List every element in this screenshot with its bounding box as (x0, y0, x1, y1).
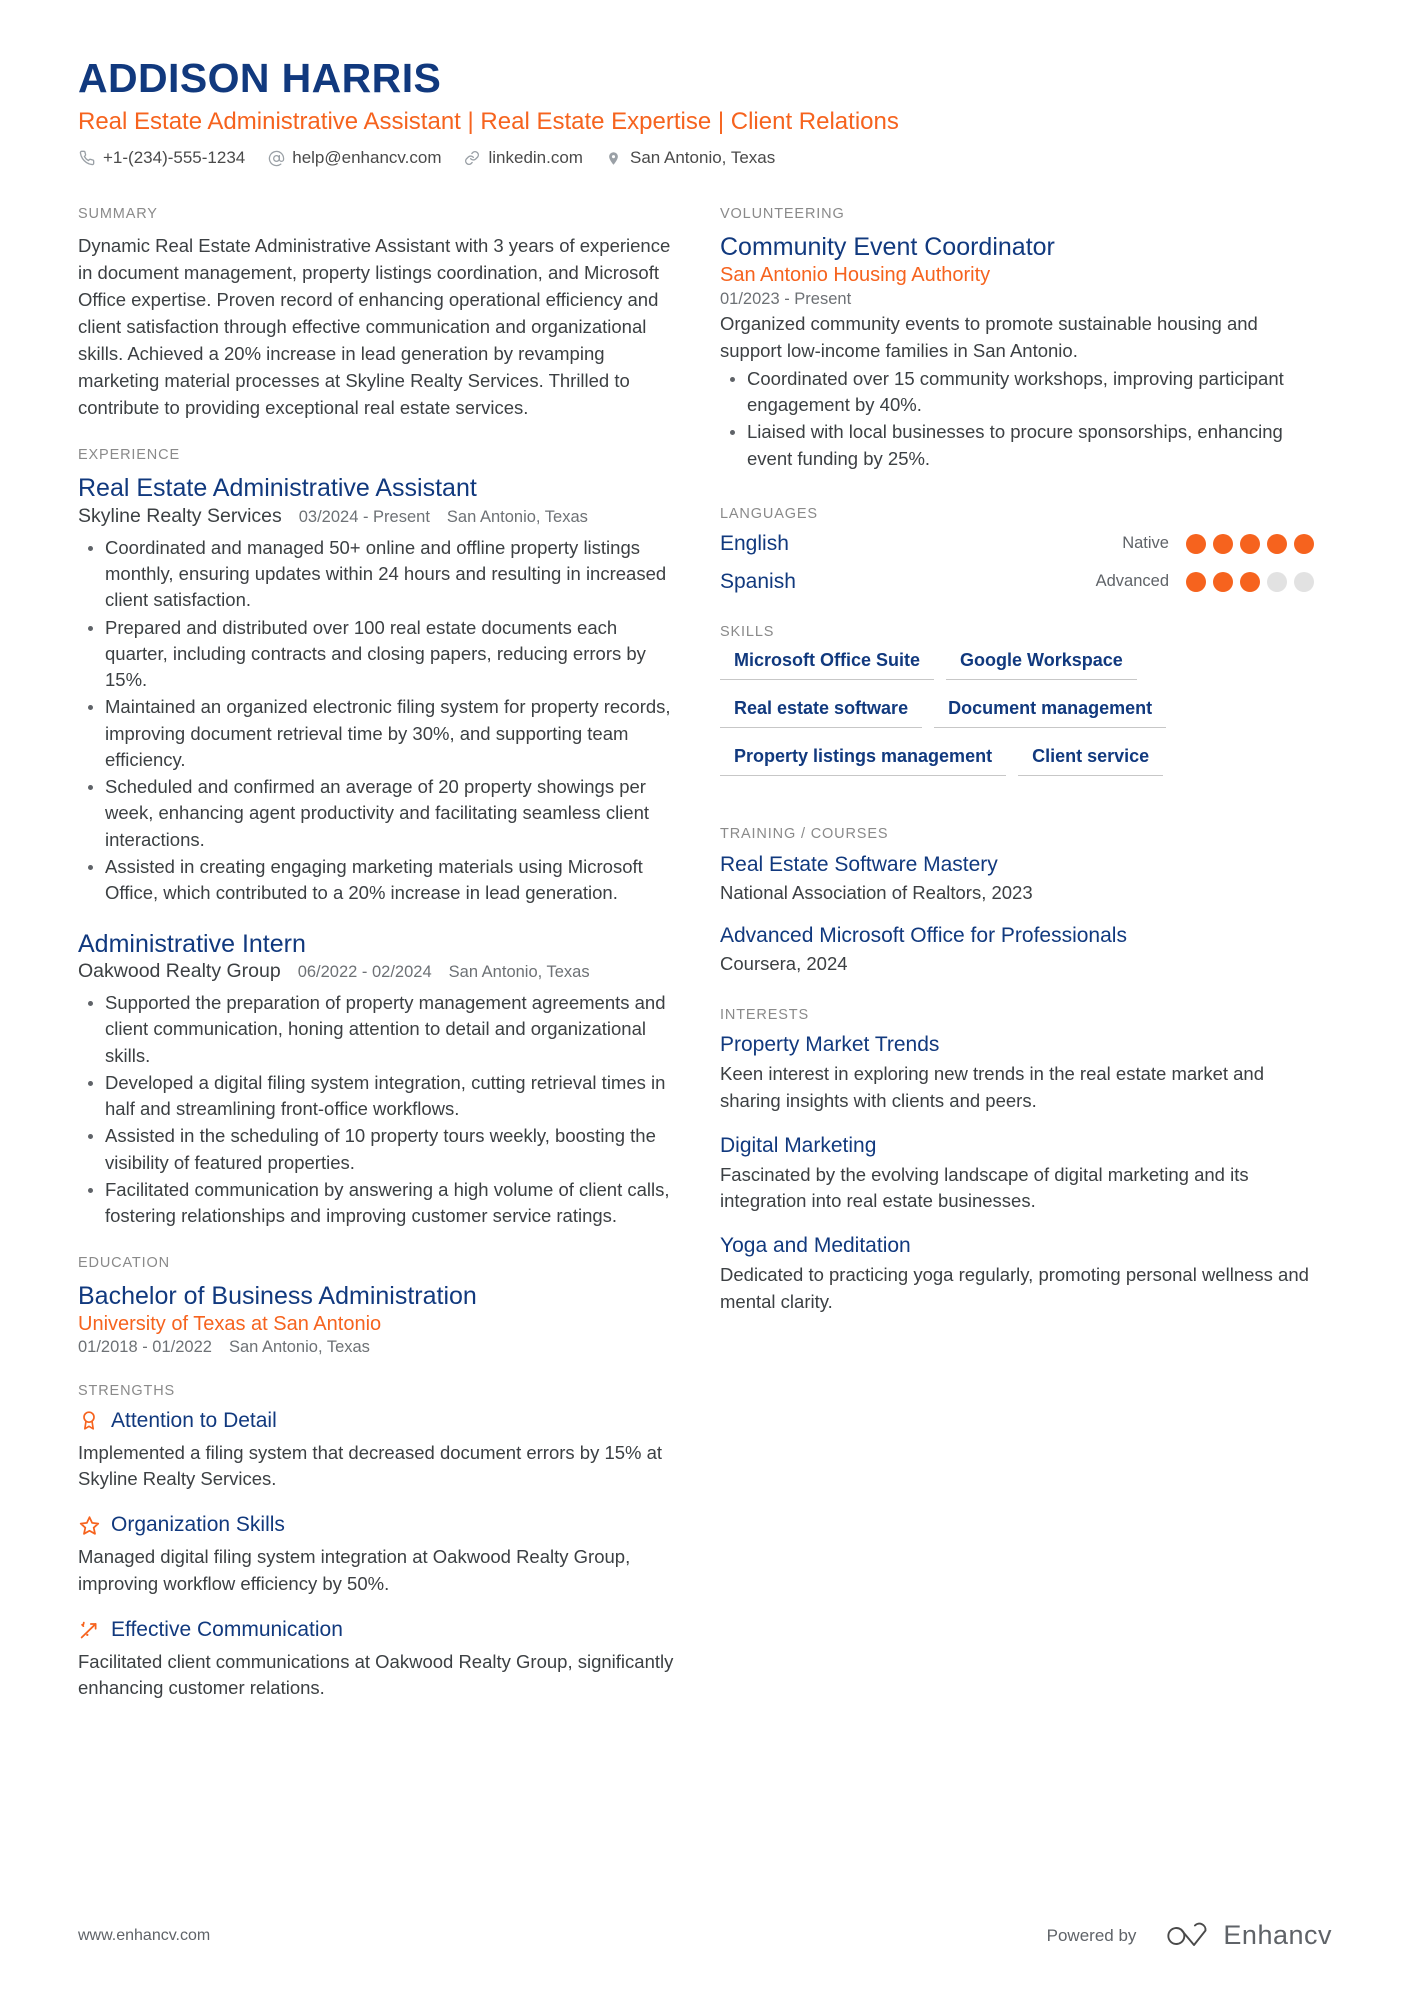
strength-name: Organization Skills (111, 1513, 285, 1537)
right-column (720, 206, 1314, 1341)
strength-name: Effective Communication (111, 1618, 343, 1641)
course-name: Advanced Microsoft Office for Professionals (720, 924, 1127, 948)
section-strengths (78, 1383, 676, 1702)
strength-head (78, 1409, 676, 1433)
experience-dates: 06/2022 - 02/2024 (297, 963, 432, 982)
experience-meta (78, 505, 676, 528)
skill-chip: Client service (1018, 746, 1163, 776)
section-volunteering (720, 206, 1314, 472)
experience-company: Oakwood Realty Group (78, 960, 281, 983)
section-title-summary: SUMMARY (78, 206, 158, 223)
section-skills (720, 624, 1314, 794)
skill-chip: Microsoft Office Suite (720, 650, 934, 680)
course-provider: Coursera, 2024 (720, 953, 848, 975)
email-icon (267, 149, 285, 167)
section-title-experience: EXPERIENCE (78, 447, 180, 464)
strength-description: Managed digital filing system integration at Oakwood Realty Group, improving workflow efficiency by 50%. (78, 1546, 631, 1594)
contact-phone-text: +1-(234)-555-1234 (103, 148, 246, 168)
bullet-item: Prepared and distributed over 100 real estate documents each quarter, including contracts and closing papers, reducing errors by 15%. (105, 615, 676, 694)
resume-body (78, 206, 1332, 1727)
rating-dot-filled (1267, 534, 1287, 554)
contact-location-text: San Antonio, Texas (629, 148, 776, 168)
language-name: English (720, 531, 789, 555)
strength-head (78, 1513, 676, 1537)
candidate-name: ADDISON HARRIS (78, 55, 442, 101)
course-item (720, 852, 1314, 904)
rating-dot-filled (1213, 572, 1233, 592)
strength-head (78, 1618, 676, 1642)
trending-arrow-icon (78, 1619, 100, 1641)
education-location: San Antonio, Texas (228, 1337, 370, 1356)
rating-dot-empty (1294, 572, 1314, 592)
language-level: Advanced (1095, 572, 1169, 591)
link-icon (463, 149, 481, 167)
footer-url[interactable]: www.enhancv.com (78, 1926, 211, 1944)
phone-icon (78, 149, 96, 167)
contact-phone[interactable] (78, 148, 245, 168)
volunteering-bullets (720, 366, 1314, 472)
enhancv-brand-name: Enhancv (1223, 1920, 1332, 1950)
skill-chip: Property listings management (720, 746, 1006, 776)
interest-description: Fascinated by the evolving landscape of digital marketing and its integration into real estate businesses. (720, 1163, 1249, 1212)
left-column (78, 206, 676, 1727)
experience-bullets (78, 990, 676, 1229)
enhancv-logo-icon (1158, 1921, 1210, 1951)
rating-dot-filled (1294, 534, 1314, 554)
bullet-item: Scheduled and confirmed an average of 20 property showings per week, enhancing agent productivity and facilitating seamless client interactions. (105, 774, 676, 853)
contact-email-text: help@enhancv.com (292, 148, 442, 168)
contact-linkedin-text: linkedin.com (488, 148, 583, 168)
course-item (720, 923, 1314, 975)
strength-item (78, 1513, 676, 1597)
star-outline-icon (78, 1514, 100, 1536)
experience-role: Real Estate Administrative Assistant (78, 474, 477, 503)
strength-item (78, 1618, 676, 1702)
experience-location: San Antonio, Texas (448, 963, 590, 982)
resume-footer (78, 1920, 1332, 1951)
strength-name: Attention to Detail (111, 1408, 277, 1432)
interest-item (720, 1234, 1314, 1315)
experience-role: Administrative Intern (78, 929, 306, 958)
bullet-item: Assisted in creating engaging marketing materials using Microsoft Office, which contributed to a 20% increase in lead generation. (105, 854, 676, 907)
skills-list (720, 650, 1314, 794)
bullet-item: Developed a digital filing system integration, cutting retrieval times in half and streamlining front-office workflows. (105, 1070, 676, 1123)
volunteering-organization: San Antonio Housing Authority (720, 263, 991, 286)
section-interests (720, 1007, 1314, 1315)
location-pin-icon (605, 149, 623, 167)
rating-dot-filled (1240, 534, 1260, 554)
experience-entry (78, 473, 676, 906)
rating-dot-empty (1267, 572, 1287, 592)
powered-by-label: Powered by (1046, 1925, 1137, 1945)
award-ribbon-icon (78, 1410, 100, 1432)
section-title-languages: LANGUAGES (720, 505, 818, 522)
language-name: Spanish (720, 569, 796, 593)
education-entry (78, 1281, 676, 1357)
language-level: Native (1122, 534, 1169, 553)
summary-text: Dynamic Real Estate Administrative Assistant with 3 years of experience in document management, property listings coordination, and Microsoft Office expertise. Proven record of enhancing operational efficiency and client satisfaction through effective communication and organizational skills. Achieved a 20% increase in lead generation by revamping marketing material processes at Skyline Realty Services. Thrilled to contribute to providing exceptional real estate services. (78, 235, 671, 419)
contact-email[interactable] (267, 148, 441, 168)
interest-item (720, 1033, 1314, 1114)
education-degree: Bachelor of Business Administration (78, 1282, 477, 1311)
section-title-skills: SKILLS (720, 623, 775, 640)
bullet-item: Assisted in the scheduling of 10 property tours weekly, boosting the visibility of featured properties. (105, 1123, 676, 1176)
language-rating-dots (1186, 534, 1314, 554)
experience-dates: 03/2024 - Present (298, 507, 430, 526)
course-name: Real Estate Software Mastery (720, 852, 998, 876)
volunteering-entry (720, 232, 1314, 472)
contact-linkedin[interactable] (463, 148, 583, 168)
contact-location (605, 148, 775, 168)
bullet-item: Supported the preparation of property management agreements and client communication, honing attention to detail and organizational skills. (105, 990, 676, 1069)
volunteering-dates: 01/2023 - Present (720, 289, 852, 308)
rating-dot-filled (1186, 534, 1206, 554)
section-education (78, 1255, 676, 1357)
section-title-strengths: STRENGTHS (78, 1382, 176, 1399)
strength-description: Facilitated client communications at Oakwood Realty Group, significantly enhancing customer relations. (78, 1651, 674, 1699)
experience-entry (78, 929, 676, 1230)
rating-dot-filled (1186, 572, 1206, 592)
experience-bullets (78, 535, 676, 907)
volunteering-description: Organized community events to promote sustainable housing and support low-income families in San Antonio. (720, 312, 1258, 361)
section-experience (78, 447, 676, 1229)
interest-name: Digital Marketing (720, 1133, 877, 1157)
resume-header (78, 0, 1332, 168)
experience-company: Skyline Realty Services (78, 504, 282, 527)
experience-meta (78, 960, 676, 983)
skill-chip: Document management (934, 698, 1166, 728)
interest-name: Yoga and Meditation (720, 1234, 911, 1258)
skill-chip: Real estate software (720, 698, 922, 728)
skill-chip: Google Workspace (946, 650, 1137, 680)
section-title-volunteering: VOLUNTEERING (720, 206, 845, 223)
rating-dot-filled (1213, 534, 1233, 554)
bullet-item: Facilitated communication by answering a high volume of client calls, fostering relationships and improving customer service ratings. (105, 1177, 676, 1230)
interest-name: Property Market Trends (720, 1033, 940, 1057)
section-summary (78, 206, 676, 421)
education-meta (78, 1338, 676, 1357)
contact-row (78, 148, 1332, 168)
section-languages (720, 506, 1314, 594)
course-provider: National Association of Realtors, 2023 (720, 882, 1033, 904)
interest-description: Keen interest in exploring new trends in the real estate market and sharing insights with clients and peers. (720, 1063, 1265, 1111)
language-item (720, 570, 1314, 594)
bullet-item: Maintained an organized electronic filing system for property records, improving document retrieval time by 30%, and supporting team efficiency. (105, 694, 676, 773)
interest-description: Dedicated to practicing yoga regularly, promoting personal wellness and mental clarity. (720, 1264, 1309, 1312)
volunteering-role: Community Event Coordinator (720, 233, 1055, 262)
language-item (720, 532, 1314, 556)
language-rating-dots (1186, 572, 1314, 592)
interest-item (720, 1134, 1314, 1215)
section-title-interests: INTERESTS (720, 1007, 810, 1024)
strength-description: Implemented a filing system that decreased document errors by 15% at Skyline Realty Services. (78, 1441, 663, 1490)
section-title-training: TRAINING / COURSES (720, 825, 889, 842)
footer-brand (1047, 1920, 1332, 1951)
bullet-item: Liaised with local businesses to procure sponsorships, enhancing event funding by 25%. (747, 419, 1314, 472)
candidate-headline: Real Estate Administrative Assistant | Real Estate Expertise | Client Relations (78, 108, 899, 136)
bullet-item: Coordinated and managed 50+ online and offline property listings monthly, ensuring updates within 24 hours and resulting in increased client satisfaction. (105, 535, 676, 614)
education-dates: 01/2018 - 01/2022 (78, 1337, 212, 1356)
bullet-item: Coordinated over 15 community workshops, improving participant engagement by 40%. (747, 366, 1314, 419)
strength-item (78, 1409, 676, 1493)
section-training (720, 826, 1314, 976)
section-title-education: EDUCATION (78, 1255, 170, 1272)
experience-location: San Antonio, Texas (446, 507, 588, 526)
rating-dot-filled (1240, 572, 1260, 592)
education-school: University of Texas at San Antonio (78, 1312, 382, 1335)
